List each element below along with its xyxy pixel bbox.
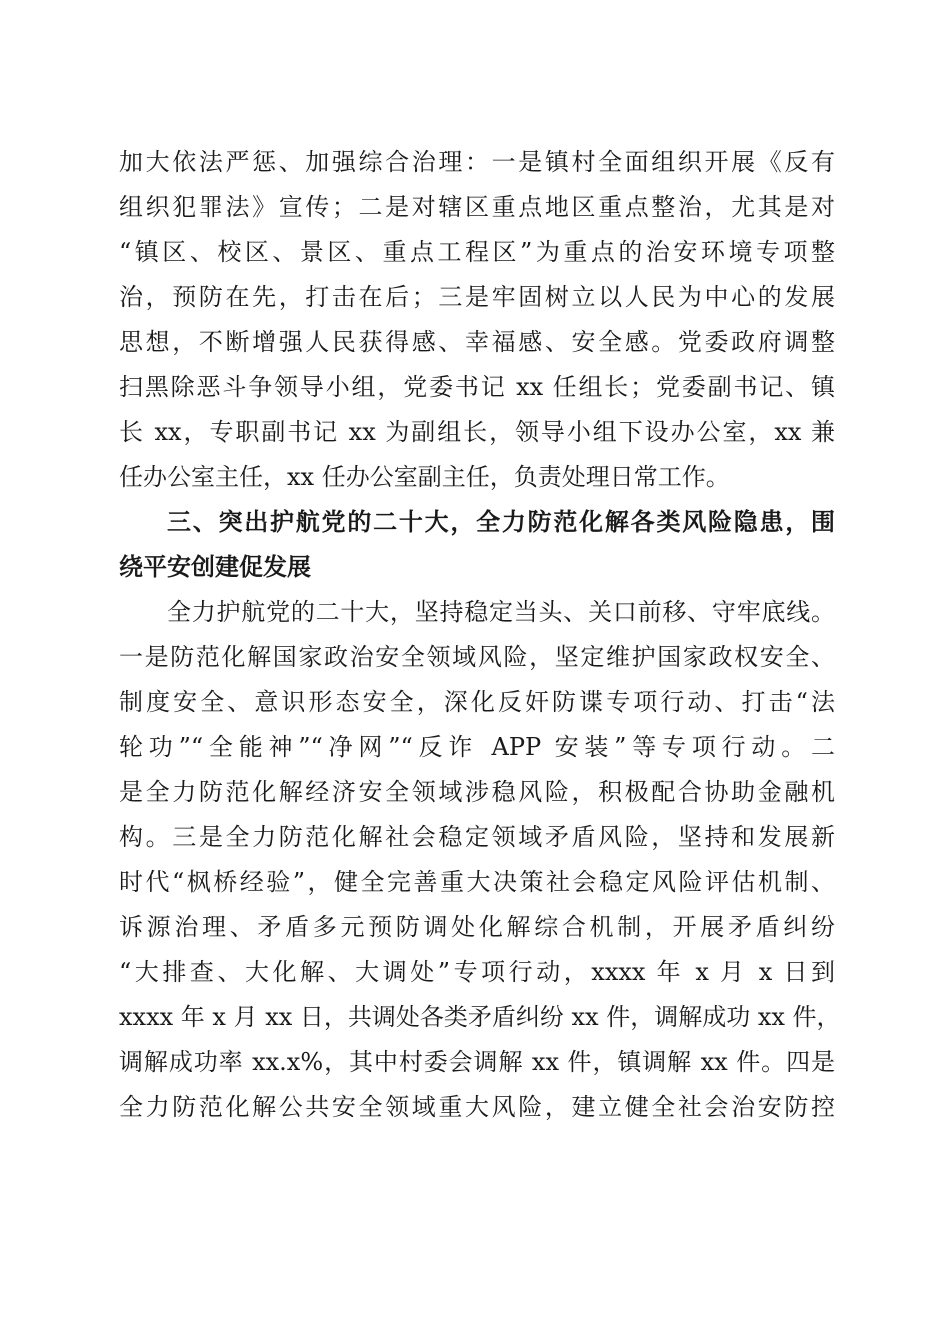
paragraph-2-line-1: 全力护航党的二十大，坚持稳定当头、关口前移、守牢底线。 <box>167 598 835 626</box>
paragraph-2-line-6: 构。三是全力防范化解社会稳定领域矛盾风险，坚持和发展新 <box>119 823 835 851</box>
paragraph-1-line-8: 任办公室主任，xx 任办公室副主任，负责处理日常工作。 <box>119 463 730 491</box>
paragraph-1-line-1: 加大依法严惩、加强综合治理：一是镇村全面组织开展《反有 <box>119 148 835 176</box>
paragraph-2-line-4: 轮功”“全能神”“净网”“反诈 APP 安装”等专项行动。二 <box>119 733 835 761</box>
paragraph-2-line-7: 时代“枫桥经验”，健全完善重大决策社会稳定风险评估机制、 <box>119 868 835 896</box>
paragraph-1-line-3: “镇区、校区、景区、重点工程区”为重点的治安环境专项整 <box>119 238 835 266</box>
paragraph-1-line-2: 组织犯罪法》宣传；二是对辖区重点地区重点整治，尤其是对 <box>119 193 835 221</box>
section-heading-line-1: 三、突出护航党的二十大，全力防范化解各类风险隐患，围 <box>167 508 835 536</box>
paragraph-2-line-11: 调解成功率 xx.x%，其中村委会调解 xx 件，镇调解 xx 件。四是 <box>119 1048 835 1076</box>
paragraph-1-line-5: 思想，不断增强人民获得感、幸福感、安全感。党委政府调整 <box>119 328 835 356</box>
paragraph-1-line-7: 长 xx，专职副书记 xx 为副组长，领导小组下设办公室，xx 兼 <box>119 418 835 446</box>
paragraph-2-line-2: 一是防范化解国家政治安全领域风险，坚定维护国家政权安全、 <box>119 643 835 671</box>
paragraph-2-line-12: 全力防范化解公共安全领域重大风险，建立健全社会治安防控 <box>119 1093 835 1121</box>
paragraph-2-line-10: xxxx 年 x 月 xx 日，共调处各类矛盾纠纷 xx 件，调解成功 xx 件， <box>119 1003 841 1031</box>
paragraph-1-line-6: 扫黑除恶斗争领导小组，党委书记 xx 任组长；党委副书记、镇 <box>119 373 835 401</box>
paragraph-2-line-9: “大排查、大化解、大调处”专项行动，xxxx 年 x 月 x 日到 <box>119 958 835 986</box>
paragraph-2-line-3: 制度安全、意识形态安全，深化反奸防谍专项行动、打击“法 <box>119 688 835 716</box>
paragraph-2-line-5: 是全力防范化解经济安全领域涉稳风险，积极配合协助金融机 <box>119 778 835 806</box>
paragraph-1-line-4: 治，预防在先，打击在后；三是牢固树立以人民为中心的发展 <box>119 283 835 311</box>
paragraph-2-line-8: 诉源治理、矛盾多元预防调处化解综合机制，开展矛盾纠纷 <box>119 913 835 941</box>
section-heading-line-2: 绕平安创建促发展 <box>119 553 311 581</box>
